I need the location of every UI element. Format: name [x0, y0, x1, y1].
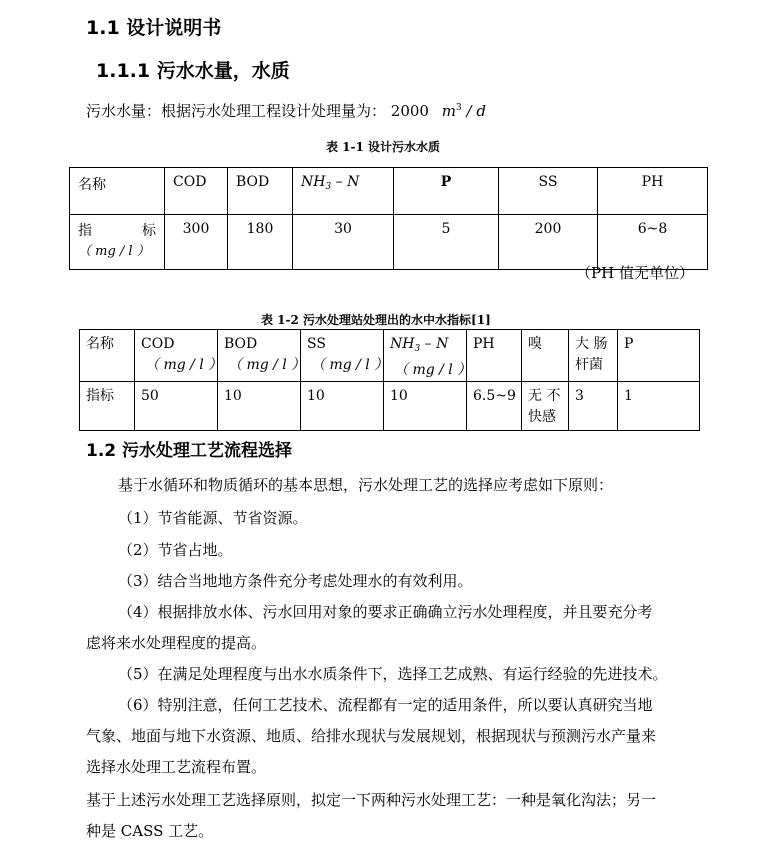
principle-1: （1）节省能源、节省资源。: [118, 509, 308, 527]
table-cell: 指标: [80, 382, 135, 431]
table-row: [80, 382, 700, 431]
table-cell: P: [618, 330, 700, 382]
table-cell: 6~8: [598, 215, 708, 270]
table-cell: $NH_3$ – N: [293, 168, 394, 215]
table-cell: 10: [384, 382, 467, 431]
table-cell: SS: [499, 168, 598, 215]
table-cell: 5: [394, 215, 499, 270]
flow-unit-m: m: [441, 102, 456, 120]
flow-line: [86, 100, 486, 121]
table-cell: 300: [165, 215, 228, 270]
table-cell: 名称: [70, 168, 165, 215]
flow-unit-sup: 3: [456, 103, 462, 113]
principle-5: （5）在满足处理程度与出水水质条件下，选择工艺成熟、有运行经验的先进技术。: [118, 665, 668, 683]
flow-unit-d: / d: [466, 102, 486, 120]
flow-value: 2000: [390, 102, 429, 120]
table-cell: BOD: [228, 168, 293, 215]
principle-6-line2: 气象、地面与地下水资源、地质、给排水现状与发展规划，根据现状与预测污水产量来: [86, 727, 657, 745]
table-cell: BOD （ mg / l ）: [218, 330, 301, 382]
principle-3: （3）结合当地地方条件充分考虑处理水的有效利用。: [118, 572, 473, 590]
table-cell: 6.5~9: [467, 382, 522, 431]
conclusion-line2: 种是 CASS 工艺。: [86, 822, 214, 840]
table-cell: 10: [301, 382, 384, 431]
table-cell: 3: [569, 382, 618, 431]
principle-4-line2: 虑将来水处理程度的提高。: [86, 634, 267, 652]
section-heading-1-1: 1.1 设计说明书: [86, 17, 222, 39]
principle-6-line3: 选择水处理工艺流程布置。: [86, 758, 267, 776]
section-heading-1-2: 1.2 污水处理工艺流程选择: [86, 441, 293, 461]
table-cell: COD （ mg / l ）: [135, 330, 218, 382]
table1-caption: 表 1-1 设计污水水质: [326, 140, 441, 154]
table1: [69, 167, 708, 270]
principle-2: （2）节省占地。: [118, 541, 233, 559]
principle-6-line1: （6）特别注意，任何工艺技术、流程都有一定的适用条件，所以要认真研究当地: [118, 696, 653, 714]
table-cell: 嗅: [522, 330, 569, 382]
section-heading-1-1-1: 1.1.1 污水水量，水质: [96, 60, 290, 82]
table-row: [80, 330, 700, 382]
table-cell: 10: [218, 382, 301, 431]
table-cell: 200: [499, 215, 598, 270]
conclusion-line1: 基于上述污水处理工艺选择原则，拟定一下两种污水处理工艺：一种是氧化沟法；另一: [86, 791, 657, 809]
table-cell: 大 肠 杆菌: [569, 330, 618, 382]
table-cell: 名称: [80, 330, 135, 382]
table2: [79, 329, 700, 431]
table-cell: $NH_3$ – N （ mg / l ）: [384, 330, 467, 382]
table-cell: COD: [165, 168, 228, 215]
table-row: [70, 168, 708, 215]
table2-caption: 表 1-2 污水处理站处理出的水中水指标[1]: [261, 313, 491, 327]
table-cell: 180: [228, 215, 293, 270]
table-cell: P: [394, 168, 499, 215]
table-cell: SS （ mg / l ）: [301, 330, 384, 382]
table1-note: （PH 值无单位）: [576, 264, 694, 282]
table-cell: PH: [467, 330, 522, 382]
table-cell: 无 不 快感: [522, 382, 569, 431]
principle-4-line1: （4）根据排放水体、污水回用对象的要求正确确立污水处理程度，并且要充分考: [118, 603, 653, 621]
flow-label: 污水水量：根据污水处理工程设计处理量为：: [86, 102, 387, 120]
table-cell: 1: [618, 382, 700, 431]
table-cell: 50: [135, 382, 218, 431]
table-cell: PH: [598, 168, 708, 215]
table-cell: 30: [293, 215, 394, 270]
table-cell: 指 标 （ mg / l ）: [70, 215, 165, 270]
paragraph-intro: 基于水循环和物质循环的基本思想，污水处理工艺的选择应考虑如下原则：: [118, 476, 614, 494]
